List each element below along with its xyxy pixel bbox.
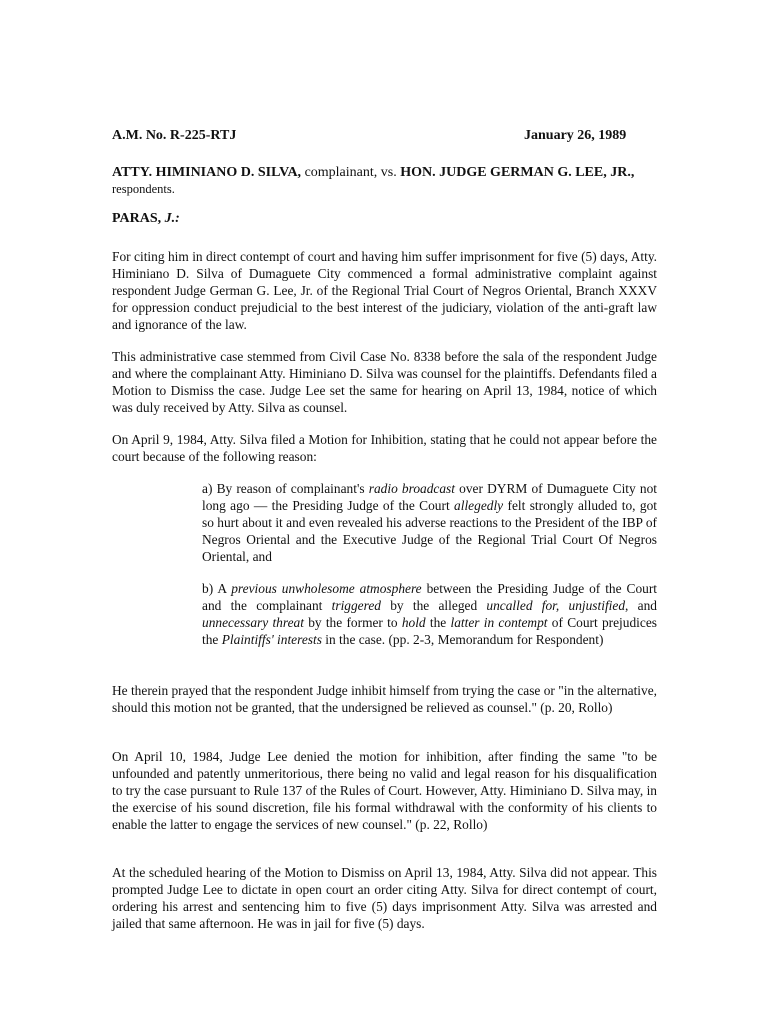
- document-page: [112, 0, 657, 1024]
- paragraph-6: At the scheduled hearing of the Motion to Dismiss on April 13, 1984, Atty. Silva did not appear. This prompted Judge Lee to dictate in open court an order citing Atty. Silva for direct contempt of court, ordering his arrest and sentencing him to five (5) days imprisonment Atty. Silva was arrested and jailed that same afternoon. He was in jail for five (5) days.: [112, 865, 657, 931]
- quote-a: a) By reason of complainant's radio broadcast over DYRM of Dumaguete City not long ago — the Presiding Judge of the Court allegedly felt strongly alluded to, got so hurt about it and even revealed his adverse reactions to the President of the IBP of Negros Oriental and the Executive Judge of the Regional Trial Court Of Negros Oriental, and: [202, 481, 657, 564]
- complainant-role: complainant, vs.: [301, 165, 401, 180]
- paragraph-4: He therein prayed that the respondent Judge inhibit himself from trying the case or "in the alternative, should this motion not be granted, that the undersigned be relieved as counsel." (p. 20, Rollo): [112, 683, 658, 715]
- decision-date: January 26, 1989: [524, 128, 627, 143]
- respondent-name: HON. JUDGE GERMAN G. LEE, JR.,: [400, 165, 635, 180]
- case-parties: [112, 164, 657, 198]
- ponente: [112, 211, 180, 227]
- case-header: [112, 128, 657, 144]
- paragraph-3: On April 9, 1984, Atty. Silva filed a Motion for Inhibition, stating that he could not appear before the court because of the following reason:: [112, 432, 657, 464]
- quote-b: b) A previous unwholesome atmosphere between the Presiding Judge of the Court and the complainant triggered by the alleged uncalled for, unjustified, and unnecessary threat by the former to hold the latter in contempt of Court prejudices the Plaintiffs' interests in the case. (pp. 2-3, Memorandum for Respondent): [202, 581, 658, 647]
- paragraph-5: On April 10, 1984, Judge Lee denied the motion for inhibition, after finding the same "to be unfounded and patently unmeritorious, there being no valid and legal reason for his disqualification to try the case pursuant to Rule 137 of the Rules of Court. However, Atty. Himiniano D. Silva may, in the exercise of his sound discretion, file his formal withdrawal with the conformity of his clients to enable the latter to engage the services of new counsel." (p. 22, Rollo): [112, 749, 657, 832]
- ponente-name: PARAS,: [112, 211, 165, 226]
- paragraph-2: This administrative case stemmed from Civil Case No. 8338 before the sala of the respondent Judge and where the complainant Atty. Himiniano D. Silva was counsel for the plaintiffs. Defendants filed a Motion to Dismiss the case. Judge Lee set the same for hearing on April 13, 1984, notice of which was duly received by Atty. Silva as counsel.: [112, 349, 657, 415]
- ponente-suffix: J.:: [164, 211, 180, 226]
- case-number: A.M. No. R-225-RTJ: [112, 128, 237, 143]
- complainant-name: ATTY. HIMINIANO D. SILVA,: [112, 165, 302, 180]
- respondent-role: respondents.: [112, 182, 175, 196]
- paragraph-1: For citing him in direct contempt of court and having him suffer imprisonment for five (5) days, Atty. Himiniano D. Silva of Dumaguete City commenced a formal administrative complaint against respondent Judge German G. Lee, Jr. of the Regional Trial Court of Negros Oriental, Branch XXXV for oppression conduct prejudicial to the best interest of the judiciary, violation of the anti-graft law and ignorance of the law.: [112, 249, 657, 332]
